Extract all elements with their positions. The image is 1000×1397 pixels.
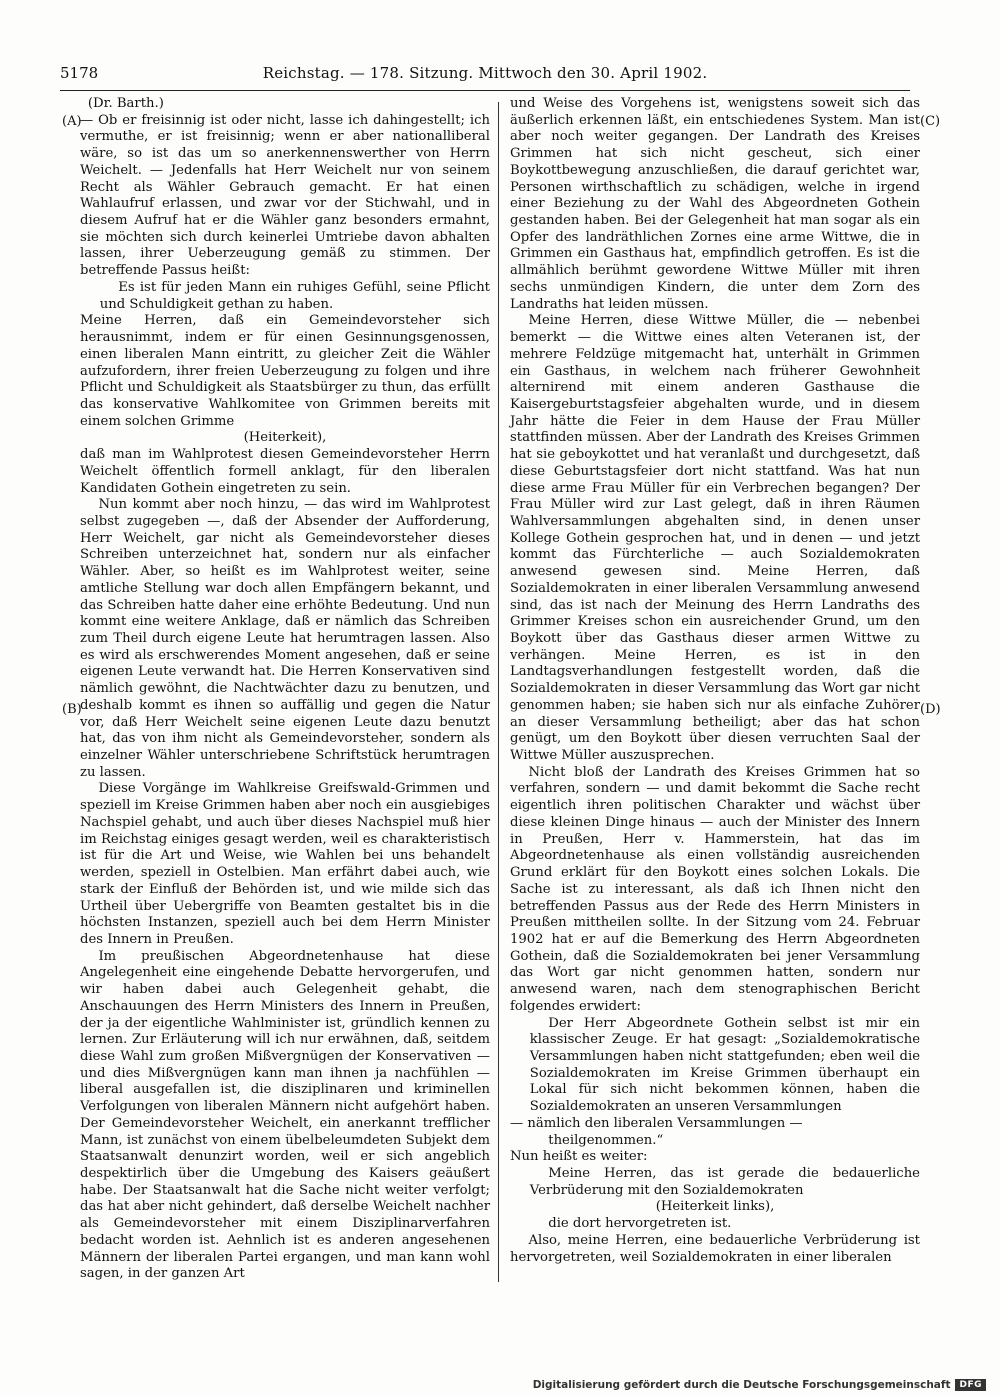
- quotation: Der Herr Abgeordnete Gothein selbst ist mir ein klassischer Zeuge. Er hat gesagt: „Sozialdemokratische Versammlungen haben nicht stattgefunden; eben weil die Sozialdemokraten im Kreise Grimmen überhaupt ein Lokal für sich nicht bekommen können, haben die Sozialdemokraten an unseren Versammlungen: [529, 1015, 920, 1115]
- running-header: [60, 62, 910, 86]
- paragraph: und Weise des Vorgehens ist, wenigstens soweit sich das äußerlich erkennen läßt, ein entschiedenes System. Man ist aber noch weiter gegangen. Der Landrath des Kreises Grimmen hat sich nicht gescheut, sich einer Boykottbewegung anzuschließen, die darauf gerichtet war, Personen wirthschaftlich zu schädigen, welche in irgend einer Beziehung zu der Wahl des Abgeordneten Gothein gestanden haben. Bei der Gelegenheit hat man sogar als ein Opfer des landräthlichen Zornes eine arme Wittwe, die in Grimmen ein Gasthaus hat, empfindlich getroffen. Es ist die allmählich berühmt gewordene Wittwe Müller mit ihren sechs unmündigen Kindern, die unter dem Zorn des Landraths hat leiden müssen.: [510, 96, 920, 312]
- page-number: 5178: [60, 64, 99, 82]
- paragraph: Nicht bloß der Landrath des Kreises Grimmen hat so verfahren, sondern — und damit bekommt die Sache recht eigentlich ihren politischen Charakter und wächst über diese kleinen Dinge hinaus — auch der Minister des Innern in Preußen, Herr v. Hammerstein, hat das im Abgeordnetenhause als einen vollständig ausreichenden Grund erklärt für den Boykott eines solchen Lokals. Die Sache ist zu interessant, als daß ich Ihnen nicht den betreffenden Passus aus der Rede des Herrn Ministers in Preußen mittheilen sollte. In der Sitzung vom 24. Februar 1902 hat er auf die Bemerkung des Herrn Abgeordneten Gothein, daß die Sozialdemokraten bei jener Versammlung das Wort gar nicht genommen hatten, sondern nur anwesend waren, nach dem stenographischen Bericht folgendes erwidert:: [510, 764, 920, 1014]
- paragraph: Meine Herren, diese Wittwe Müller, die — nebenbei bemerkt — die Wittwe eines alten Veteranen ist, der mehrere Feldzüge mitgemacht hat, unterhält in Grimmen ein Gasthaus, in welchem nach früherer Gewohnheit alternirend mit einem anderen Gasthause die Kaisergeburtstagsfeier abgehalten wurde, und in diesem Jahr hätte die Feier in dem Hause der Frau Müller stattfinden müssen. Aber der Landrath des Kreises Grimmen hat sie geboykottet und hat veranlaßt und durchgesetzt, daß diese Geburtstagsfeier dort nicht stattfand. Was hat nun diese arme Frau Müller für ein Verbrechen begangen? Der Frau Müller wird zur Last gelegt, daß in ihren Räumen Wahlversammlungen abgehalten sind, in denen unser Kollege Gothein gesprochen hat, und in denen — und jetzt kommt das Fürchterliche — auch Sozialdemokraten anwesend gewesen sind. Meine Herren, daß Sozialdemokraten in einer liberalen Versammlung anwesend sind, das ist nach der Meinung des Herrn Landraths des Grimmer Kreises schon ein ausreichender Grund, um den Boykott über das Gasthaus dieser armen Wittwe zu verhängen. Meine Herren, es ist in den Landtagsverhandlungen festgestellt worden, daß die Sozialdemokraten in dieser Versammlung das Wort gar nicht genommen haben; sie haben sich nur als einfache Zuhörer an dieser Versammlung betheiligt; aber das hat schon genügt, um den Boykott über diesen verruchten Saal der Wittwe Müller auszusprechen.: [510, 313, 920, 764]
- dfg-logo: DFG: [955, 1379, 986, 1391]
- quotation: Es ist für jeden Mann ein ruhiges Gefühl, seine Pflicht und Schuldigkeit gethan zu haben.: [99, 279, 490, 312]
- footer: [533, 1379, 986, 1391]
- speaker-name: (Dr. Barth.): [87, 96, 164, 111]
- interjection: (Heiterkeit),: [243, 430, 327, 446]
- paragraph: Nun kommt aber noch hinzu, — das wird im Wahlprotest selbst zugegeben —, daß der Absender der Aufforderung, Herr Weichelt, gar nicht als Gemeindevorsteher dieses Schreiben unterzeichnet hat, sondern nur als einfacher Wähler. Aber, so heißt es im Wahlprotest weiter, seine amtliche Stellung war doch allen Empfängern bekannt, und das Schreiben hatte daher eine erhöhte Bedeutung. Und nun kommt eine weitere Anklage, daß er nämlich das Schreiben zum Theil durch eigene Leute hat herumtragen lassen. Also es wird als erschwerendes Moment angesehen, daß er seine eigenen Leute verwandt hat. Die Herren Konservativen sind nämlich gewöhnt, die Nachtwächter dazu zu benutzen, und deshalb kommt es ihnen so auffällig und gegen die Natur vor, daß Herr Weichelt seine eigenen Leute dazu benutzt hat, das von ihm nicht als Gemeindevorsteher, sondern als einzelner Wähler unterschriebene Schriftstück herumtragen zu lassen.: [80, 497, 490, 780]
- quotation: die dort hervorgetreten ist.: [548, 1216, 732, 1232]
- right-column: [510, 96, 920, 1266]
- margin-mark-a: (A): [62, 114, 82, 129]
- paragraph: daß man im Wahlprotest diesen Gemeindevorsteher Herrn Weichelt öffentlich formell anklagt, für den liberalen Kandidaten Gothein eingetreten zu sein.: [80, 447, 490, 496]
- running-head: Reichstag. — 178. Sitzung. Mittwoch den 30. April 1902.: [262, 64, 708, 82]
- header-rule: [60, 90, 910, 91]
- paragraph: Meine Herren, daß ein Gemeindevorsteher sich herausnimmt, indem er für einen Gesinnungsgenossen, einen liberalen Mann eintritt, zu gleicher Zeit die Wähler aufzufordern, ihrer freien Ueberzeugung zu folgen und ihre Pflicht und Schuldigkeit als Staatsbürger zu thun, das erfüllt das konservative Wahlkomitee von Grimmen bereits mit einem solchen Grimme: [80, 313, 490, 429]
- paragraph: Im preußischen Abgeordnetenhause hat diese Angelegenheit eine eingehende Debatte hervorgerufen, und wir haben dabei auch Gelegenheit gehabt, die Anschauungen des Herrn Ministers des Innern in Preußen, der ja der eigentliche Wahlminister ist, gründlich kennen zu lernen. Zur Erläuterung will ich nur erwähnen, daß, seitdem diese Wahl zum großen Mißvergnügen der Konservativen — und dies Mißvergnügen kann man ihnen ja nachfühlen — liberal ausgefallen ist, die disziplinaren und kriminellen Verfolgungen von liberalen Männern nicht aufgehört haben. Der Gemeindevorsteher Weichelt, ein anerkannt trefflicher Mann, ist zunächst von einem übelbeleumdeten Subjekt dem Staatsanwalt denunzirt worden, weil er sich angeblich despektirlich über die Umgebung des Kaisers geäußert habe. Der Staatsanwalt hat die Sache nicht weiter verfolgt; das hat aber nicht gehindert, daß derselbe Weichelt nachher als Gemeindevorsteher mit einem Disziplinarverfahren bedacht worden ist. Aehnlich ist es anderen angesehenen Männern der liberalen Partei ergangen, und man kann wohl sagen, in der ganzen Art: [80, 948, 490, 1282]
- paragraph: — Ob er freisinnig ist oder nicht, lasse ich dahingestellt; ich vermuthe, er ist freisinnig; wenn er aber nationalliberal wäre, so ist das um so anerkennenswerther von Herrn Weichelt. — Jedenfalls hat Herr Weichelt nur von seinem Recht als Wähler Gebrauch gemacht. Er hat einen Wahlaufruf erlassen, und zwar vor der Stichwahl, und in diesem Aufruf hat er die Wähler ganz besonders ermahnt, sie möchten sich durch keinerlei Umtriebe davon abhalten lassen, ihrer Ueberzeugung gemäß zu stimmen. Der betreffende Passus heißt:: [80, 112, 490, 279]
- margin-mark-d: (D): [920, 702, 941, 717]
- margin-mark-c: (C): [920, 114, 941, 129]
- paragraph: Also, meine Herren, eine bedauerliche Verbrüderung ist hervorgetreten, weil Sozialdemokraten in einer liberalen: [510, 1232, 920, 1265]
- interjection: (Heiterkeit links),: [655, 1199, 775, 1215]
- column-divider: [498, 102, 499, 1282]
- footer-credit: Digitalisierung gefördert durch die Deutsche Forschungsgemeinschaft: [532, 1379, 951, 1391]
- margin-mark-b: (B): [62, 702, 82, 717]
- quotation: theilgenommen.“: [548, 1132, 664, 1148]
- paragraph: Nun heißt es weiter:: [510, 1149, 648, 1165]
- paragraph: Diese Vorgänge im Wahlkreise Greifswald-Grimmen und speziell im Kreise Grimmen haben aber noch ein ausgiebiges Nachspiel gehabt, und auch über dieses Nachspiel muß hier im Reichstag einiges gesagt werden, weil es charakteristisch ist für die Art und Weise, wie Wahlen bei uns behandelt werden, speziell in Ostelbien. Man erfährt dabei auch, wie stark der Einfluß der Behörden ist, und wie milde sich das Urtheil über Uebergriffe von Beamten gestaltet bis in die höchsten Instanzen, speziell auch bei dem Herrn Minister des Innern in Preußen.: [80, 781, 490, 947]
- quotation: Meine Herren, das ist gerade die bedauerliche Verbrüderung mit den Sozialdemokraten: [529, 1166, 920, 1198]
- left-column: [80, 96, 490, 1283]
- paragraph: — nämlich den liberalen Versammlungen —: [510, 1115, 803, 1131]
